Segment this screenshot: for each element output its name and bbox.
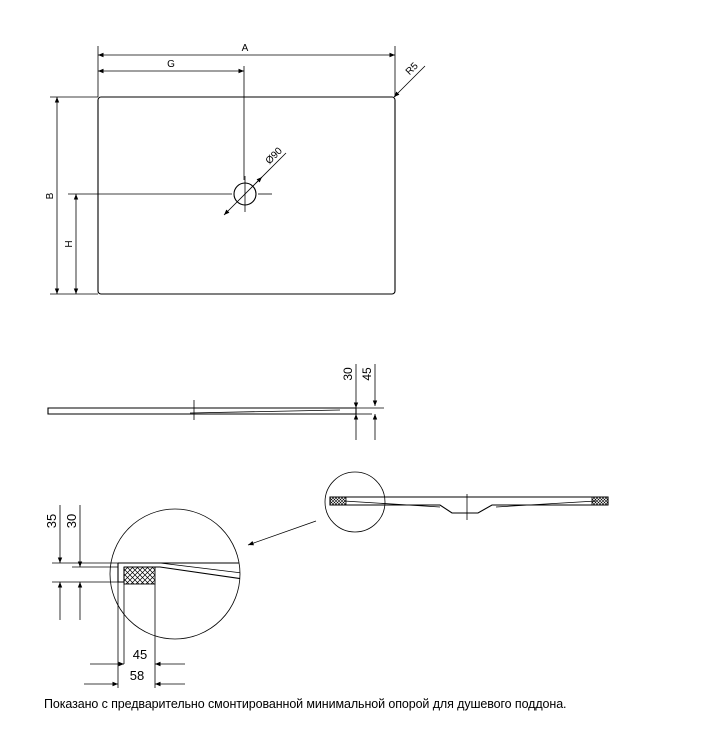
top-view [45, 43, 425, 294]
detail-height-35-label: 35 [44, 513, 59, 529]
tray-section-profile [330, 497, 608, 513]
side-height-45-label: 45 [360, 367, 374, 381]
side-view [48, 364, 384, 440]
detail-height-30-label: 30 [64, 513, 79, 529]
radius-label: R5 [403, 60, 421, 78]
left-support-hatch [330, 497, 346, 505]
dim-h-label: H [64, 240, 75, 248]
detail-arrow [248, 521, 316, 545]
drain-diameter-leader [224, 153, 286, 215]
section-view [248, 472, 608, 545]
dim-b-label: B [45, 192, 56, 200]
tray-outline [98, 97, 395, 294]
right-support-hatch [592, 497, 608, 505]
dim-g-label: G [167, 59, 175, 70]
drain-diameter-label: Ø90 [263, 145, 285, 167]
detail-width-58-label: 58 [129, 668, 145, 683]
detail-support-hatch [124, 567, 155, 584]
dim-a-label: A [241, 43, 249, 54]
detail-view [44, 505, 250, 688]
drawing-caption: Показано с предварительно смонтированной минимальной опорой для душевого поддона. [44, 697, 567, 711]
side-height-30-label: 30 [341, 367, 355, 381]
detail-width-45-label: 45 [132, 647, 148, 662]
